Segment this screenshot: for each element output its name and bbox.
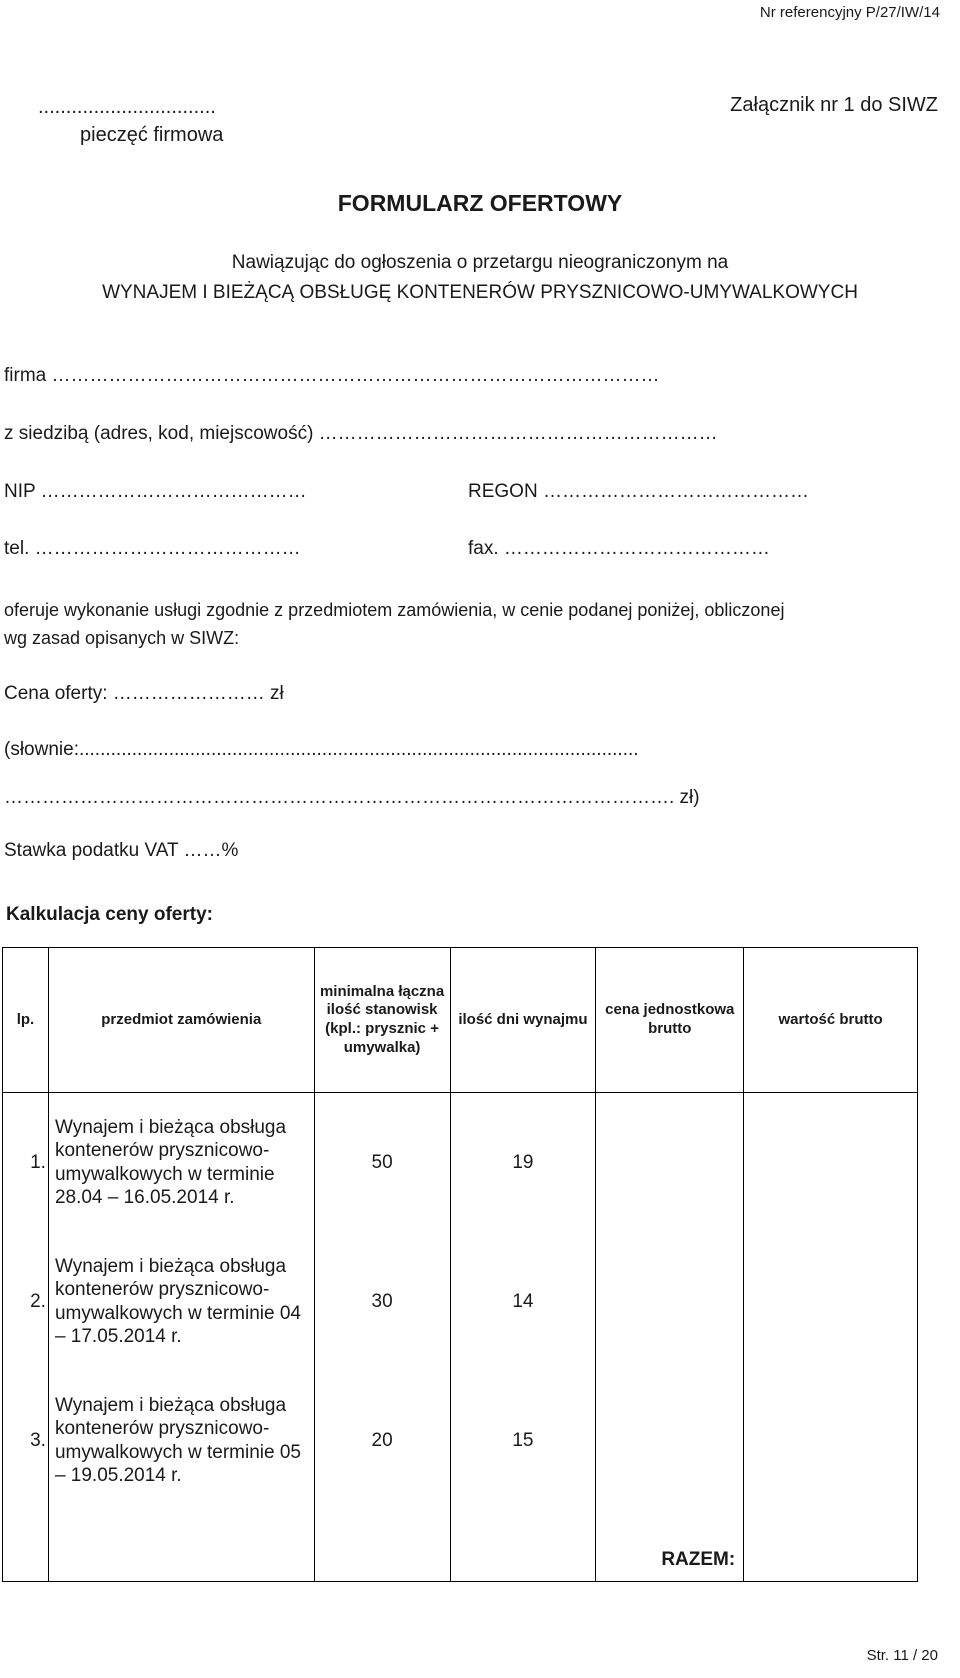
regon-field: REGON …………………………………… (468, 481, 809, 502)
row-lp: 1. (3, 1093, 49, 1233)
row-rental-days: 15 (450, 1371, 596, 1510)
table-total-row (3, 1510, 918, 1582)
row-unit-price (596, 1371, 744, 1510)
offer-text-line-1: oferuje wykonanie usługi zgodnie z przedmiotem zamówienia, w cenie podanej poniżej, obliczonej (4, 600, 785, 620)
row-lp: 3. (3, 1371, 49, 1510)
row-min-quantity: 20 (314, 1371, 450, 1510)
row-description: Wynajem i bieżąca obsługa kontenerów prysznicowo-umywalkowych w terminie 04 – 17.05.2014 r. (48, 1232, 314, 1371)
stamp-placeholder: ................................ (38, 96, 216, 118)
row-gross-value (744, 1232, 918, 1371)
page-title: FORMULARZ OFERTOWY (337, 190, 623, 216)
row-rental-days: 14 (450, 1232, 596, 1371)
firma-field: firma …………………………………………………………………………………… (4, 365, 660, 386)
page-number: Str. 11 / 20 (866, 1647, 938, 1664)
row-unit-price (596, 1093, 744, 1233)
header-min-quantity: minimalna łączna ilość stanowisk (kpl.: prysznic + umywalka) (314, 948, 450, 1093)
row-description: Wynajem i bieżąca obsługa kontenerów prysznicowo-umywalkowych w terminie 05 – 19.05.2014 r. (48, 1371, 314, 1510)
header-lp: lp. (3, 948, 49, 1093)
row-gross-value (744, 1093, 918, 1233)
nip-field: NIP …………………………………… (4, 481, 307, 502)
total-label: RAZEM: (596, 1510, 744, 1582)
calculation-heading: Kalkulacja ceny oferty: (6, 904, 213, 925)
siedziba-field: z siedzibą (adres, kod, miejscowość) ……………………………………………………… (4, 423, 718, 444)
table-header-row (3, 948, 918, 1093)
stamp-label: pieczęć firmowa (80, 124, 224, 146)
row-min-quantity: 50 (314, 1093, 450, 1233)
table-row (3, 1371, 918, 1510)
header-rental-days: ilość dni wynajmu (450, 948, 596, 1093)
header-subject: przedmiot zamówienia (48, 948, 314, 1093)
row-description: Wynajem i bieżąca obsługa kontenerów prysznicowo-umywalkowych w terminie 28.04 – 16.05.2014 r. (48, 1093, 314, 1233)
offer-text-line-2: wg zasad opisanych w SIWZ: (4, 628, 240, 648)
tel-field: tel. …………………………………… (4, 538, 301, 559)
table-row (3, 1093, 918, 1233)
fax-field: fax. …………………………………… (468, 538, 770, 559)
price-field: Cena oferty: …………………… zł (4, 683, 284, 704)
tender-subject: WYNAJEM I BIEŻĄCĄ OBSŁUGĘ KONTENERÓW PRYSZNICOWO-UMYWALKOWYCH (102, 282, 858, 303)
table-row (3, 1232, 918, 1371)
vat-rate-field: Stawka podatku VAT ……% (4, 840, 239, 861)
intro-text: Nawiązując do ogłoszenia o przetargu nieograniczonym na (231, 252, 729, 273)
price-calculation-table (2, 947, 918, 1582)
price-in-words: (słownie:.......................................................................................................... (4, 739, 639, 760)
row-lp: 2. (3, 1232, 49, 1371)
row-rental-days: 19 (450, 1093, 596, 1233)
header-gross-value: wartość brutto (744, 948, 918, 1093)
row-min-quantity: 30 (314, 1232, 450, 1371)
row-gross-value (744, 1371, 918, 1510)
row-unit-price (596, 1232, 744, 1371)
price-in-words-continued: ……………………………………………………………………………………………. zł) (4, 787, 700, 808)
total-value (744, 1510, 918, 1582)
attachment-label: Załącznik nr 1 do SIWZ (730, 94, 938, 116)
header-unit-price: cena jednostkowa brutto (596, 948, 744, 1093)
reference-number: Nr referencyjny P/27/IW/14 (759, 4, 940, 21)
